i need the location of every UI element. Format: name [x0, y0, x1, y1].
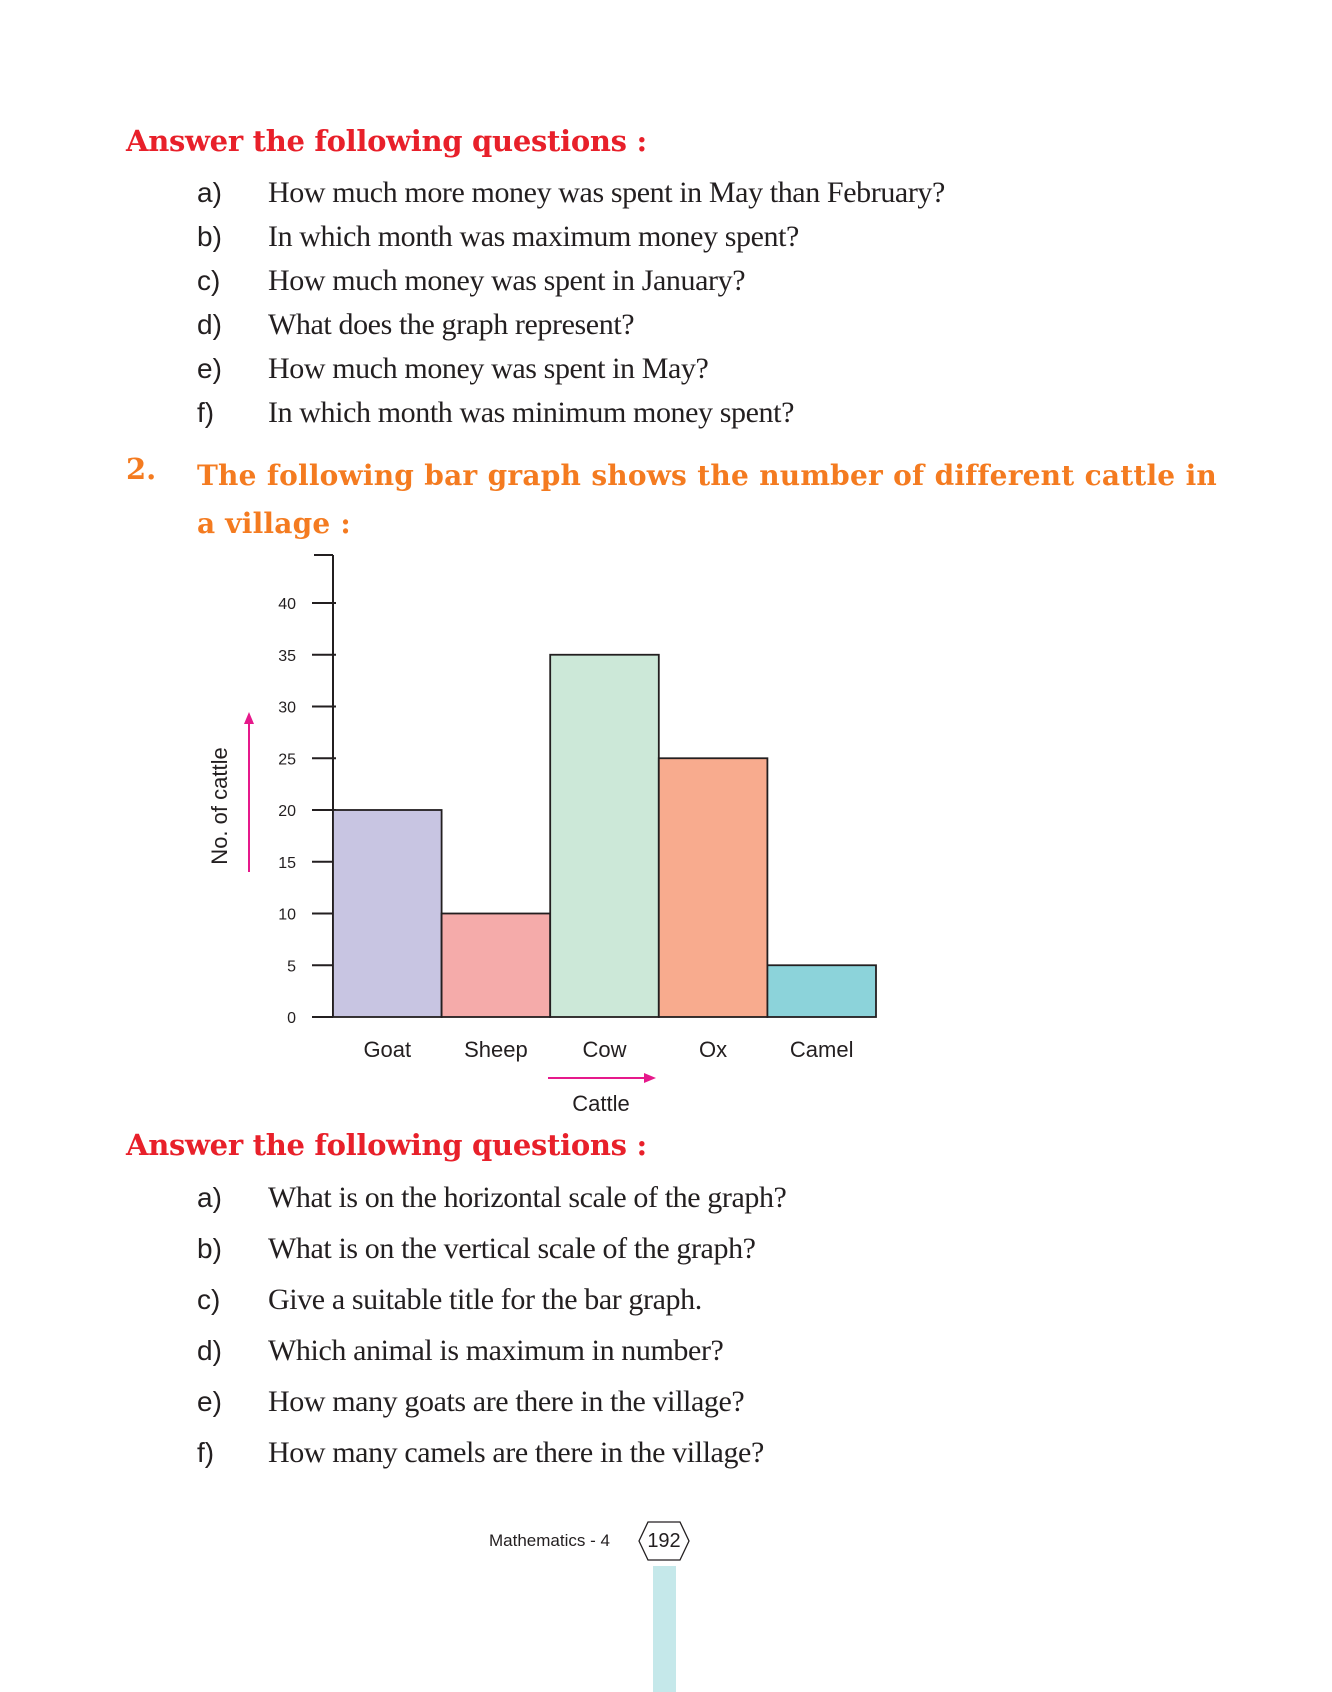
- section2-heading: Answer the following questions :: [126, 1128, 647, 1162]
- y-tick-label: 20: [278, 803, 296, 820]
- question-text: In which month was maximum money spent?: [268, 220, 799, 253]
- y-tick-label: 40: [278, 596, 296, 613]
- y-tick-label: 30: [278, 699, 296, 717]
- question-title: The following bar graph shows the number of different cattle in a village :: [197, 459, 1217, 540]
- y-tick-label: 25: [278, 751, 296, 769]
- question-text: What is on the horizontal scale of the graph?: [268, 1181, 787, 1214]
- question-letter: f): [197, 1437, 215, 1468]
- question-letter: f): [197, 397, 215, 428]
- question-item: [0, 1227, 1332, 1271]
- question-number: 2.: [126, 452, 157, 486]
- question-letter: d): [197, 309, 222, 340]
- question-item: [0, 1329, 1332, 1373]
- bar-sheep: [442, 914, 551, 1018]
- x-category-label: Cow: [582, 1037, 627, 1062]
- question-item: [0, 1278, 1332, 1322]
- x-category-label: Ox: [699, 1037, 728, 1062]
- y-tick-label: 35: [278, 647, 296, 665]
- question-text: What does the graph represent?: [268, 308, 635, 341]
- y-axis-arrow-head: [244, 712, 254, 724]
- question-letter: d): [197, 1335, 222, 1366]
- x-axis-label: Cattle: [572, 1091, 630, 1116]
- question-letter: b): [197, 221, 222, 252]
- bar-goat: [333, 810, 442, 1017]
- question-item: [0, 1176, 1332, 1220]
- bar-camel: [767, 965, 876, 1017]
- page-number: 192: [647, 1530, 681, 1552]
- question-text: Give a suitable title for the bar graph.: [268, 1283, 702, 1316]
- question-text: How many goats are there in the village?: [268, 1385, 745, 1418]
- question-text: In which month was minimum money spent?: [268, 396, 794, 429]
- question-text: What is on the vertical scale of the graph?: [268, 1232, 756, 1265]
- question-letter: a): [197, 1182, 222, 1213]
- book-title: Mathematics - 4: [489, 1531, 610, 1550]
- question-letter: c): [197, 1284, 221, 1315]
- section1-heading: Answer the following questions :: [126, 124, 647, 158]
- question-letter: c): [197, 265, 221, 296]
- question-letter: e): [197, 1386, 222, 1417]
- y-tick-label: 10: [278, 906, 296, 924]
- question-item: [0, 1431, 1332, 1475]
- y-axis-label: No. of cattle: [207, 747, 232, 865]
- y-tick-label: 5: [287, 958, 296, 976]
- x-axis-arrow-head: [644, 1073, 656, 1083]
- question-text: How many camels are there in the village?: [268, 1436, 764, 1469]
- question-text: How much money was spent in January?: [268, 264, 746, 297]
- question-letter: e): [197, 353, 222, 384]
- question-item: [0, 1380, 1332, 1424]
- bar-cow: [550, 655, 659, 1017]
- question-text: How much more money was spent in May than February?: [268, 176, 945, 209]
- x-category-label: Camel: [789, 1037, 854, 1062]
- question-text: Which animal is maximum in number?: [268, 1334, 724, 1367]
- bar-ox: [659, 758, 768, 1017]
- x-category-label: Goat: [363, 1037, 412, 1062]
- question-letter: a): [197, 177, 222, 208]
- x-category-label: Sheep: [464, 1037, 528, 1062]
- y-tick-label: 0: [287, 1010, 296, 1027]
- question-text: How much money was spent in May?: [268, 352, 709, 385]
- page-edge-strip: [653, 1566, 676, 1692]
- y-tick-label: 15: [278, 854, 296, 872]
- question-letter: b): [197, 1233, 222, 1264]
